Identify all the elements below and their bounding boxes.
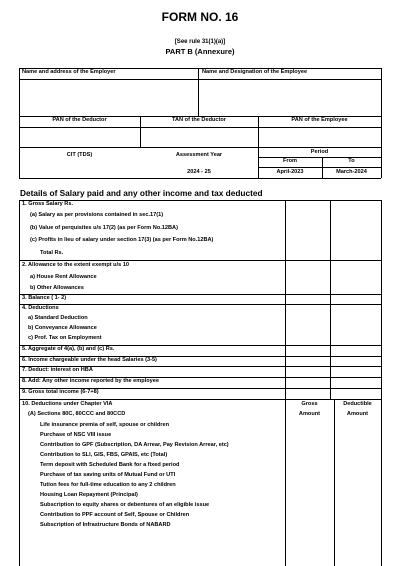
- deductible-header: Deductible: [343, 401, 372, 407]
- row-balance: 3. Balance ( 1- 2): [22, 295, 67, 301]
- row-allowance-exempt: 2. Allowance to the extent exempt u/s 10: [22, 262, 130, 268]
- row-perquisites: (b) Value of perquisites u/s 17(2) (as per Form No.12BA): [30, 225, 178, 231]
- row-gross-total-income: 9. Gross total income (6-7+8): [22, 389, 99, 395]
- sub-item-nsc: Purchase of NSC VIII issue: [40, 432, 112, 438]
- sub-item-life-insurance: Life insurance premia of self, spouse or children: [40, 422, 170, 428]
- row-income-chargeable: 6. Income chargeable under the head Salaries (3-5): [22, 357, 157, 363]
- row-deductions: 4. Deductions: [22, 305, 59, 311]
- part-heading: PART B (Annexure): [165, 47, 235, 56]
- row-standard-deduction: a) Standard Deduction: [28, 315, 88, 321]
- sub-item-housing-loan: Housing Loan Repayment (Principal): [40, 492, 138, 498]
- rule-reference: [See rule 31(1)(a)]: [174, 39, 226, 45]
- period-from-label: From: [283, 158, 297, 164]
- row-aggregate: 5. Aggregate of 4(a), (b) and (c) Rs.: [22, 346, 115, 352]
- period-from-value: April-2023: [276, 169, 304, 175]
- gross-header: Gross: [301, 401, 318, 407]
- row-other-income: 8. Add: Any other income reported by the employee: [22, 378, 159, 384]
- row-interest-hba: 7. Deduct: interest on HBA: [22, 367, 93, 373]
- pan-deductor-label: PAN of the Deductor: [52, 117, 107, 123]
- period-to-label: To: [348, 158, 355, 164]
- tan-deductor-label: TAN of the Deductor: [172, 117, 226, 123]
- employee-label: Name and Designation of the Employee: [202, 69, 308, 75]
- period-label: Period: [310, 149, 329, 155]
- sub-item-nabard: Subscription of Infrastructure Bonds of NABARD: [40, 522, 171, 528]
- sub-item-sli: Contribution to SLI, GIS, FBS, GPAIS, etc (Total): [40, 452, 168, 458]
- row-sections-80c: (A) Sections 80C, 80CCC and 80CCD: [28, 411, 126, 417]
- row-profits-lieu: (c) Profits in lieu of salary under section 17(3) (as per Form No.12BA): [30, 237, 214, 243]
- row-gross-salary: 1. Gross Salary Rs.: [22, 201, 73, 207]
- sub-item-term-deposit: Term deposit with Scheduled Bank for a fixed period: [40, 462, 180, 468]
- row-hra: a) House Rent Allowance: [30, 274, 97, 280]
- cit-label: CIT (TDS): [66, 152, 93, 158]
- assessment-year-value: 2024 - 25: [187, 169, 211, 175]
- sub-item-gpf: Contribution to GPF (Subscription, DA Arrear, Pay Revision Arrear, etc): [40, 442, 229, 448]
- sub-item-ppf: Contribution to PPF account of Self, Spouse or Children: [40, 512, 190, 518]
- pan-employee-label: PAN of the Employee: [291, 117, 348, 123]
- form-title: FORM NO. 16: [161, 10, 239, 24]
- employer-label: Name and address of the Employer: [22, 69, 116, 75]
- period-to-value: March-2024: [336, 169, 367, 175]
- row-chapter-via: 10. Deductions under Chapter VIA: [22, 401, 113, 407]
- sub-item-tuition-fees: Tution fees for full-time education to any 2 children: [40, 482, 176, 488]
- sub-item-mutual-fund: Purchase of tax saving units of Mutual Fund or UTI: [40, 472, 176, 478]
- gross-header-amount: Amount: [298, 411, 321, 417]
- row-conveyance: b) Conveyance Allowance: [28, 325, 97, 331]
- row-other-allowances: b) Other Allowances: [30, 285, 84, 291]
- details-heading: Details of Salary paid and any other income and tax deducted: [20, 188, 263, 198]
- assessment-year-label: Assessment Year: [175, 152, 223, 158]
- row-salary-17-1: (a) Salary as per provisions contained in sec.17(1): [30, 212, 164, 218]
- row-prof-tax: c) Prof. Tax on Employment: [28, 335, 102, 341]
- deductible-header-amount: Amount: [346, 411, 369, 417]
- sub-item-equity-shares: Subscription to equity shares or debentures of an eligible issue: [40, 502, 210, 508]
- row-total: Total Rs.: [40, 250, 64, 256]
